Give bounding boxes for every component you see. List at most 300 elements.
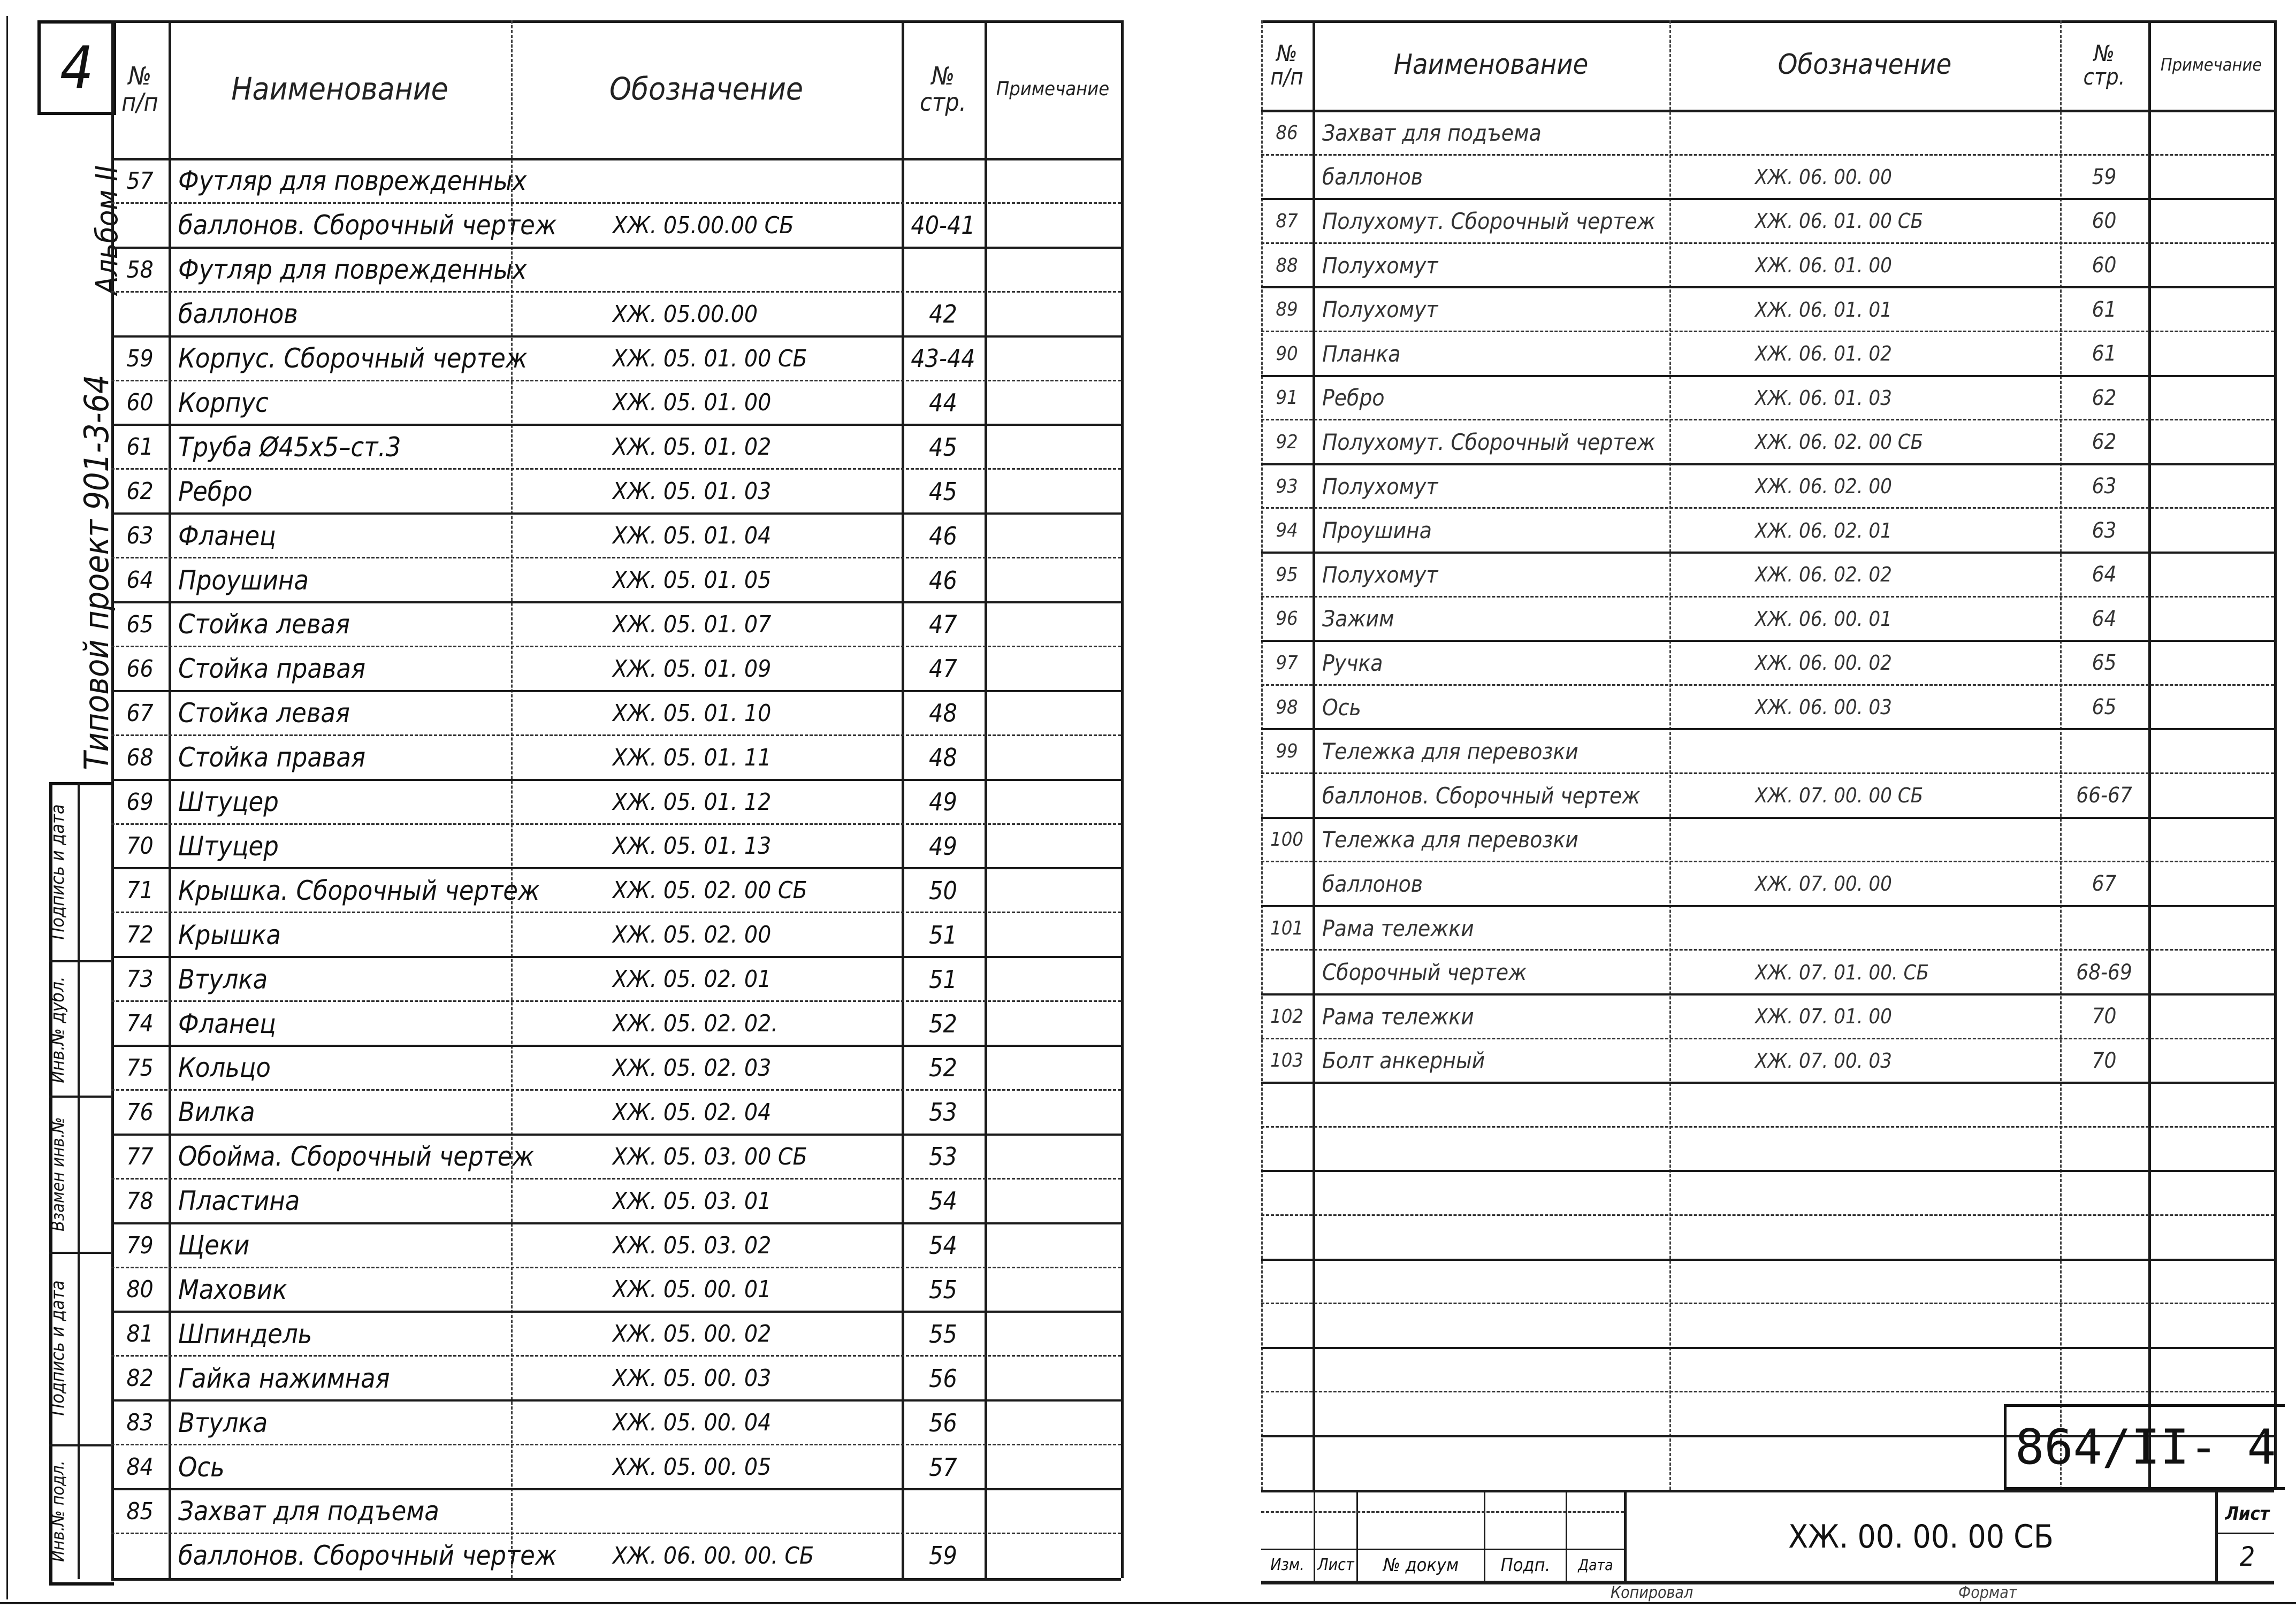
table-row	[111, 247, 1121, 291]
row-number: 88	[1276, 254, 1298, 277]
row-number: 93	[1276, 475, 1298, 497]
row-number: 74	[126, 1010, 154, 1038]
row-number: 80	[126, 1276, 154, 1304]
row-page: 53	[929, 1142, 957, 1171]
row-number: 70	[126, 832, 154, 860]
header-page-part: №	[2094, 40, 2115, 66]
row-page: 54	[929, 1186, 957, 1216]
row-name: Ось	[1322, 694, 1361, 721]
row-designation: ХЖ. 07. 00. 00 СБ	[1755, 784, 1924, 808]
drawing-stamp-text: 864/II- 4	[2015, 1419, 2276, 1475]
row-name: Обойма. Сборочный чертеж	[178, 1141, 534, 1173]
row-number: 101	[1270, 917, 1303, 939]
row-page: 56	[929, 1408, 957, 1437]
row-number: 71	[126, 877, 154, 905]
table-row	[1261, 596, 2274, 640]
row-page	[2060, 730, 2148, 772]
margin-stamp-replacing-inv: Взамен инв.№	[48, 1117, 68, 1231]
row-note	[985, 825, 1121, 868]
row-note	[985, 692, 1121, 734]
table-row	[111, 1533, 1121, 1577]
table-row	[1261, 286, 2274, 331]
row-note	[985, 1224, 1121, 1267]
row-number: 96	[1276, 608, 1298, 630]
row-number	[1261, 951, 1313, 993]
table-row	[1261, 1126, 2274, 1170]
row-designation: ХЖ. 05. 01. 10	[613, 699, 772, 727]
row-note	[2148, 775, 2274, 817]
row-page: 40-41	[911, 211, 975, 240]
row-name: Тележка для перевозки	[1322, 738, 1578, 765]
row-designation: ХЖ. 05. 01. 00	[613, 389, 772, 417]
row-name: Труба Ø45x5–ст.3	[178, 431, 401, 463]
row-note	[985, 914, 1121, 956]
table-row	[111, 512, 1121, 557]
row-number: 82	[126, 1365, 154, 1392]
row-number: 83	[126, 1409, 154, 1437]
row-note	[985, 160, 1121, 202]
row-number: 79	[126, 1231, 154, 1259]
row-note	[985, 1357, 1121, 1399]
row-name: Гайка нажимная	[178, 1362, 390, 1394]
row-page: 60	[2092, 253, 2117, 278]
row-designation: ХЖ. 06. 01. 01	[1755, 297, 1892, 321]
row-name: Полухомут. Сборочный чертеж	[1322, 208, 1656, 234]
sheet-corner-number-text: 4	[60, 33, 94, 102]
row-designation: ХЖ. 05. 01. 03	[613, 478, 772, 506]
row-designation: ХЖ. 05. 01. 04	[613, 522, 772, 550]
row-note	[985, 1490, 1121, 1533]
row-designation: ХЖ. 06. 02. 00 СБ	[1755, 430, 1924, 454]
row-note	[985, 515, 1121, 557]
title-col-doc-number: № докум	[1383, 1554, 1459, 1576]
row-number: 99	[1276, 740, 1298, 763]
header-name: Наименование	[231, 71, 448, 108]
row-number: 76	[126, 1098, 154, 1126]
row-number: 78	[126, 1187, 154, 1215]
title-col-signature: Подп.	[1500, 1554, 1551, 1576]
row-page	[902, 1490, 985, 1533]
table-row	[111, 1444, 1121, 1488]
row-number: 97	[1276, 652, 1298, 674]
row-name: Крышка. Сборочный чертеж	[178, 875, 540, 906]
row-note	[2148, 686, 2274, 729]
table-row	[111, 956, 1121, 1000]
row-designation: ХЖ. 05. 00. 03	[613, 1365, 772, 1392]
row-number: 95	[1276, 563, 1298, 586]
row-name: Захват для подъема	[1322, 119, 1542, 146]
row-page: 59	[2092, 164, 2117, 189]
row-note	[2148, 509, 2274, 552]
row-designation: ХЖ. 05. 01. 11	[613, 744, 772, 771]
row-designation: ХЖ. 05. 03. 02	[613, 1231, 772, 1259]
row-name: Стойка левая	[178, 609, 350, 640]
row-note	[2148, 156, 2274, 198]
row-page	[2060, 112, 2148, 154]
row-designation	[1669, 907, 2060, 950]
row-number: 102	[1270, 1005, 1303, 1028]
table-row	[111, 912, 1121, 956]
row-note	[2148, 200, 2274, 242]
row-name: Ребро	[178, 476, 253, 507]
table-row	[111, 1488, 1121, 1533]
row-note	[2148, 244, 2274, 287]
footer-format-label: Формат	[1958, 1583, 2017, 1602]
row-designation	[1669, 819, 2060, 861]
row-page	[2060, 819, 2148, 861]
title-col-sheet: Лист	[1317, 1556, 1354, 1574]
header-num-part: №	[1276, 40, 1298, 66]
row-number	[111, 204, 169, 247]
table-row	[1261, 507, 2274, 552]
row-number: 92	[1276, 431, 1298, 453]
header-num-part: п/п	[121, 87, 158, 117]
row-note	[2148, 951, 2274, 993]
table-row	[1261, 993, 2274, 1038]
row-designation: ХЖ. 06. 02. 00	[1755, 474, 1892, 499]
margin-stamp-inv-original: Инв.№ подл.	[48, 1460, 68, 1562]
row-designation: ХЖ. 06. 01. 00	[1755, 254, 1892, 278]
header-num	[1261, 20, 1313, 110]
row-page: 42	[929, 300, 957, 329]
row-designation: ХЖ. 06. 00. 01	[1755, 607, 1892, 631]
table-row	[1261, 1170, 2274, 1214]
row-note	[985, 1180, 1121, 1222]
row-number: 59	[126, 344, 154, 372]
table-row	[111, 601, 1121, 646]
row-note	[985, 1269, 1121, 1311]
row-number: 73	[126, 966, 154, 993]
row-designation: ХЖ. 05. 01. 09	[613, 655, 772, 683]
row-name: Втулка	[178, 963, 268, 995]
row-number	[1261, 775, 1313, 817]
row-note	[985, 426, 1121, 468]
row-number: 58	[126, 256, 154, 284]
row-page: 46	[929, 521, 957, 550]
row-page: 52	[929, 1009, 957, 1038]
row-designation: ХЖ. 05. 03. 01	[613, 1187, 772, 1215]
row-note	[985, 1091, 1121, 1134]
row-note	[2148, 112, 2274, 154]
table-row	[111, 1267, 1121, 1311]
row-designation	[511, 249, 902, 291]
row-designation	[511, 160, 902, 202]
row-name: Полухомут	[1322, 296, 1438, 323]
row-designation: ХЖ. 05. 00. 04	[613, 1409, 772, 1437]
row-page: 70	[2092, 1004, 2117, 1029]
row-designation: ХЖ. 05. 02. 00	[613, 921, 772, 949]
table-row	[111, 380, 1121, 424]
row-page: 54	[929, 1231, 957, 1260]
table-row	[1261, 1038, 2274, 1082]
row-page	[902, 249, 985, 291]
row-page: 57	[929, 1452, 957, 1482]
row-name: баллонов	[178, 298, 298, 330]
row-name: баллонов	[1322, 870, 1423, 897]
header-name: Наименование	[1393, 49, 1589, 81]
table-row	[1261, 110, 2274, 154]
row-note	[985, 781, 1121, 823]
row-designation: ХЖ. 07. 00. 00	[1755, 872, 1892, 896]
row-note	[985, 470, 1121, 512]
row-designation: ХЖ. 05. 01. 02	[613, 433, 772, 461]
row-page: 47	[929, 610, 957, 639]
table-row	[1261, 198, 2274, 242]
table-row	[1261, 1303, 2274, 1347]
row-name: Пластина	[178, 1185, 300, 1217]
row-number: 86	[1276, 121, 1298, 144]
row-note	[2148, 333, 2274, 375]
table-row	[111, 1399, 1121, 1444]
row-page: 55	[929, 1319, 957, 1349]
header-page	[902, 20, 985, 158]
row-number: 87	[1276, 210, 1298, 232]
row-name: Рама тележки	[1322, 1003, 1474, 1030]
title-col-change: Изм.	[1270, 1556, 1305, 1574]
row-note	[985, 603, 1121, 646]
row-note	[985, 382, 1121, 424]
row-name: Проушина	[1322, 517, 1432, 544]
margin-stamp-inv-dup: Инв.№ дубл.	[47, 976, 68, 1083]
row-note	[2148, 863, 2274, 905]
row-name: Футляр для поврежденных	[178, 165, 527, 197]
row-name: Корпус. Сборочный чертеж	[178, 343, 528, 374]
row-page: 70	[2092, 1048, 2117, 1073]
row-designation: ХЖ. 05. 02. 01	[613, 966, 772, 993]
table-row	[1261, 419, 2274, 463]
row-name: Ребро	[1322, 385, 1385, 411]
header-designation: Обозначение	[1778, 49, 1952, 81]
row-page: 62	[2092, 385, 2117, 410]
table-row	[111, 1000, 1121, 1045]
row-number: 69	[126, 788, 154, 816]
row-name: Полухомут	[1322, 252, 1438, 279]
row-designation: ХЖ. 06. 01. 00 СБ	[1755, 209, 1924, 233]
row-number: 90	[1276, 342, 1298, 365]
row-number: 57	[126, 167, 154, 195]
table-row	[1261, 772, 2274, 817]
row-name: Ручка	[1322, 649, 1383, 676]
row-designation	[1669, 112, 2060, 154]
row-note	[985, 249, 1121, 291]
row-name: Шпиндель	[178, 1318, 312, 1350]
row-page: 45	[929, 432, 957, 462]
margin-project-label: Типовой проект 901-3-64	[77, 374, 116, 770]
row-name: Проушина	[178, 564, 309, 596]
table-row	[111, 1045, 1121, 1089]
title-col-date: Дата	[1578, 1556, 1613, 1574]
drawing-stamp-box	[2004, 1404, 2285, 1490]
row-note	[2148, 642, 2274, 684]
table-row	[111, 468, 1121, 512]
row-number: 85	[126, 1497, 154, 1525]
row-note	[985, 958, 1121, 1000]
row-note	[2148, 819, 2274, 861]
row-number: 100	[1270, 829, 1303, 851]
row-name: Захват для подъема	[178, 1496, 439, 1527]
row-name: баллонов. Сборочный чертеж	[1322, 782, 1641, 809]
header-page-part: №	[931, 61, 955, 90]
sheet-number: 2	[2239, 1541, 2255, 1572]
row-page: 50	[929, 876, 957, 905]
row-number: 64	[126, 566, 154, 594]
row-name: баллонов. Сборочный чертеж	[178, 210, 557, 241]
row-name: Полухомут	[1322, 561, 1438, 588]
row-name: Футляр для поврежденных	[178, 254, 527, 286]
table-row	[1261, 949, 2274, 993]
row-designation: ХЖ. 06. 02. 02	[1755, 563, 1892, 587]
row-page: 52	[929, 1053, 957, 1083]
row-number: 67	[126, 699, 154, 727]
row-designation	[511, 1490, 902, 1533]
table-row	[111, 557, 1121, 601]
row-page: 44	[929, 388, 957, 417]
table-row	[111, 779, 1121, 823]
table-row	[111, 1089, 1121, 1134]
row-page: 67	[2092, 871, 2117, 897]
row-designation: ХЖ. 05. 00. 02	[613, 1320, 772, 1348]
sheet-label: Лист	[2225, 1503, 2270, 1525]
row-designation: ХЖ. 07. 01. 00. СБ	[1755, 960, 1929, 984]
sheet-corner-number	[37, 20, 116, 115]
row-name: Полухомут. Сборочный чертеж	[1322, 428, 1656, 455]
row-page: 56	[929, 1364, 957, 1393]
row-page: 65	[2092, 695, 2117, 720]
row-name: Болт анкерный	[1322, 1047, 1485, 1074]
row-page: 49	[929, 831, 957, 861]
header-page-part: стр.	[2083, 63, 2125, 90]
row-designation: ХЖ. 05. 01. 12	[613, 788, 772, 816]
row-number	[1261, 156, 1313, 198]
row-name: Стойка левая	[178, 698, 350, 729]
row-note	[985, 1313, 1121, 1355]
table-row	[1261, 817, 2274, 861]
row-page: 59	[929, 1541, 957, 1571]
row-designation: ХЖ. 05. 02. 03	[613, 1054, 772, 1082]
table-row	[111, 158, 1121, 202]
row-designation: ХЖ. 05. 03. 00 СБ	[613, 1143, 807, 1170]
row-name: Крышка	[178, 919, 281, 951]
row-designation: ХЖ. 06. 00. 02	[1755, 651, 1892, 675]
row-number: 77	[126, 1143, 154, 1170]
row-number	[111, 293, 169, 335]
table-row	[1261, 728, 2274, 772]
row-designation	[1669, 730, 2060, 772]
row-designation: ХЖ. 05. 01. 13	[613, 832, 772, 860]
row-page: 43-44	[911, 344, 975, 373]
table-row	[1261, 640, 2274, 684]
row-note	[985, 1402, 1121, 1444]
row-designation: ХЖ. 06. 02. 01	[1755, 518, 1892, 542]
row-note	[2148, 1040, 2274, 1082]
header-num	[111, 20, 169, 158]
header-page-part: стр.	[919, 87, 966, 117]
margin-album-label: Альбом II	[89, 165, 125, 295]
row-note	[985, 1535, 1121, 1577]
row-number: 65	[126, 610, 154, 638]
header-num-part: №	[128, 61, 152, 90]
row-note	[985, 1002, 1121, 1045]
table-row	[1261, 154, 2274, 198]
row-designation: ХЖ. 05. 01. 07	[613, 610, 772, 638]
row-name: Полухомут	[1322, 473, 1438, 500]
row-name: Тележка для перевозки	[1322, 826, 1578, 853]
row-name: Вилка	[178, 1097, 255, 1128]
row-designation: ХЖ. 06. 00. 00	[1755, 165, 1892, 189]
table-row	[111, 690, 1121, 734]
table-row	[1261, 331, 2274, 375]
table-row	[1261, 1259, 2274, 1303]
table-row	[1261, 684, 2274, 729]
row-page	[902, 160, 985, 202]
table-row	[111, 291, 1121, 335]
row-note	[2148, 907, 2274, 950]
row-name: Штуцер	[178, 786, 279, 818]
row-name: Корпус	[178, 387, 269, 418]
row-designation: ХЖ. 05. 02. 04	[613, 1098, 772, 1126]
table-row	[1261, 375, 2274, 419]
row-designation: ХЖ. 05.00.00 СБ	[613, 211, 794, 239]
row-designation: ХЖ. 05.00.00	[613, 300, 758, 328]
table-row	[1261, 905, 2274, 950]
row-number: 94	[1276, 519, 1298, 542]
row-page: 48	[929, 743, 957, 772]
row-number: 66	[126, 655, 154, 683]
row-designation: ХЖ. 05. 01. 05	[613, 566, 772, 594]
row-page: 60	[2092, 209, 2117, 234]
header-note: Примечание	[2160, 54, 2262, 75]
table-row	[111, 1134, 1121, 1178]
row-name: баллонов. Сборочный чертеж	[178, 1540, 557, 1572]
row-page: 51	[929, 920, 957, 950]
row-designation: ХЖ. 05. 01. 00 СБ	[613, 344, 807, 372]
row-name: Штуцер	[178, 830, 279, 862]
row-page: 61	[2092, 297, 2117, 322]
margin-stamp-signature-date-1: Подпись и дата	[47, 804, 68, 940]
table-row	[111, 823, 1121, 868]
row-number: 62	[126, 478, 154, 506]
margin-stamp-signature-date-2: Подпись и дата	[47, 1280, 68, 1416]
row-name: Зажим	[1322, 606, 1394, 632]
table-row	[1261, 1347, 2274, 1391]
row-designation: ХЖ. 06. 00. 03	[1755, 695, 1892, 719]
table-row	[111, 1311, 1121, 1355]
row-number	[1261, 863, 1313, 905]
row-name: Втулка	[178, 1407, 268, 1438]
row-number: 98	[1276, 696, 1298, 718]
row-note	[985, 869, 1121, 912]
row-number: 84	[126, 1453, 154, 1481]
row-note	[2148, 554, 2274, 596]
table-row	[1261, 552, 2274, 596]
row-page: 63	[2092, 518, 2117, 543]
row-designation: ХЖ. 05. 00. 01	[613, 1276, 772, 1304]
row-name: Маховик	[178, 1274, 287, 1305]
row-note	[985, 1136, 1121, 1178]
row-number: 60	[126, 389, 154, 417]
row-name: Стойка правая	[178, 742, 366, 774]
row-designation: ХЖ. 07. 00. 03	[1755, 1048, 1892, 1073]
row-page: 62	[2092, 430, 2117, 455]
table-row	[111, 646, 1121, 690]
row-page: 63	[2092, 474, 2117, 499]
table-row	[111, 867, 1121, 912]
table-row	[111, 734, 1121, 779]
row-name: Кольцо	[178, 1052, 271, 1084]
row-name: Фланец	[178, 1008, 276, 1039]
header-designation: Обозначение	[609, 71, 804, 108]
row-page: 53	[929, 1098, 957, 1127]
